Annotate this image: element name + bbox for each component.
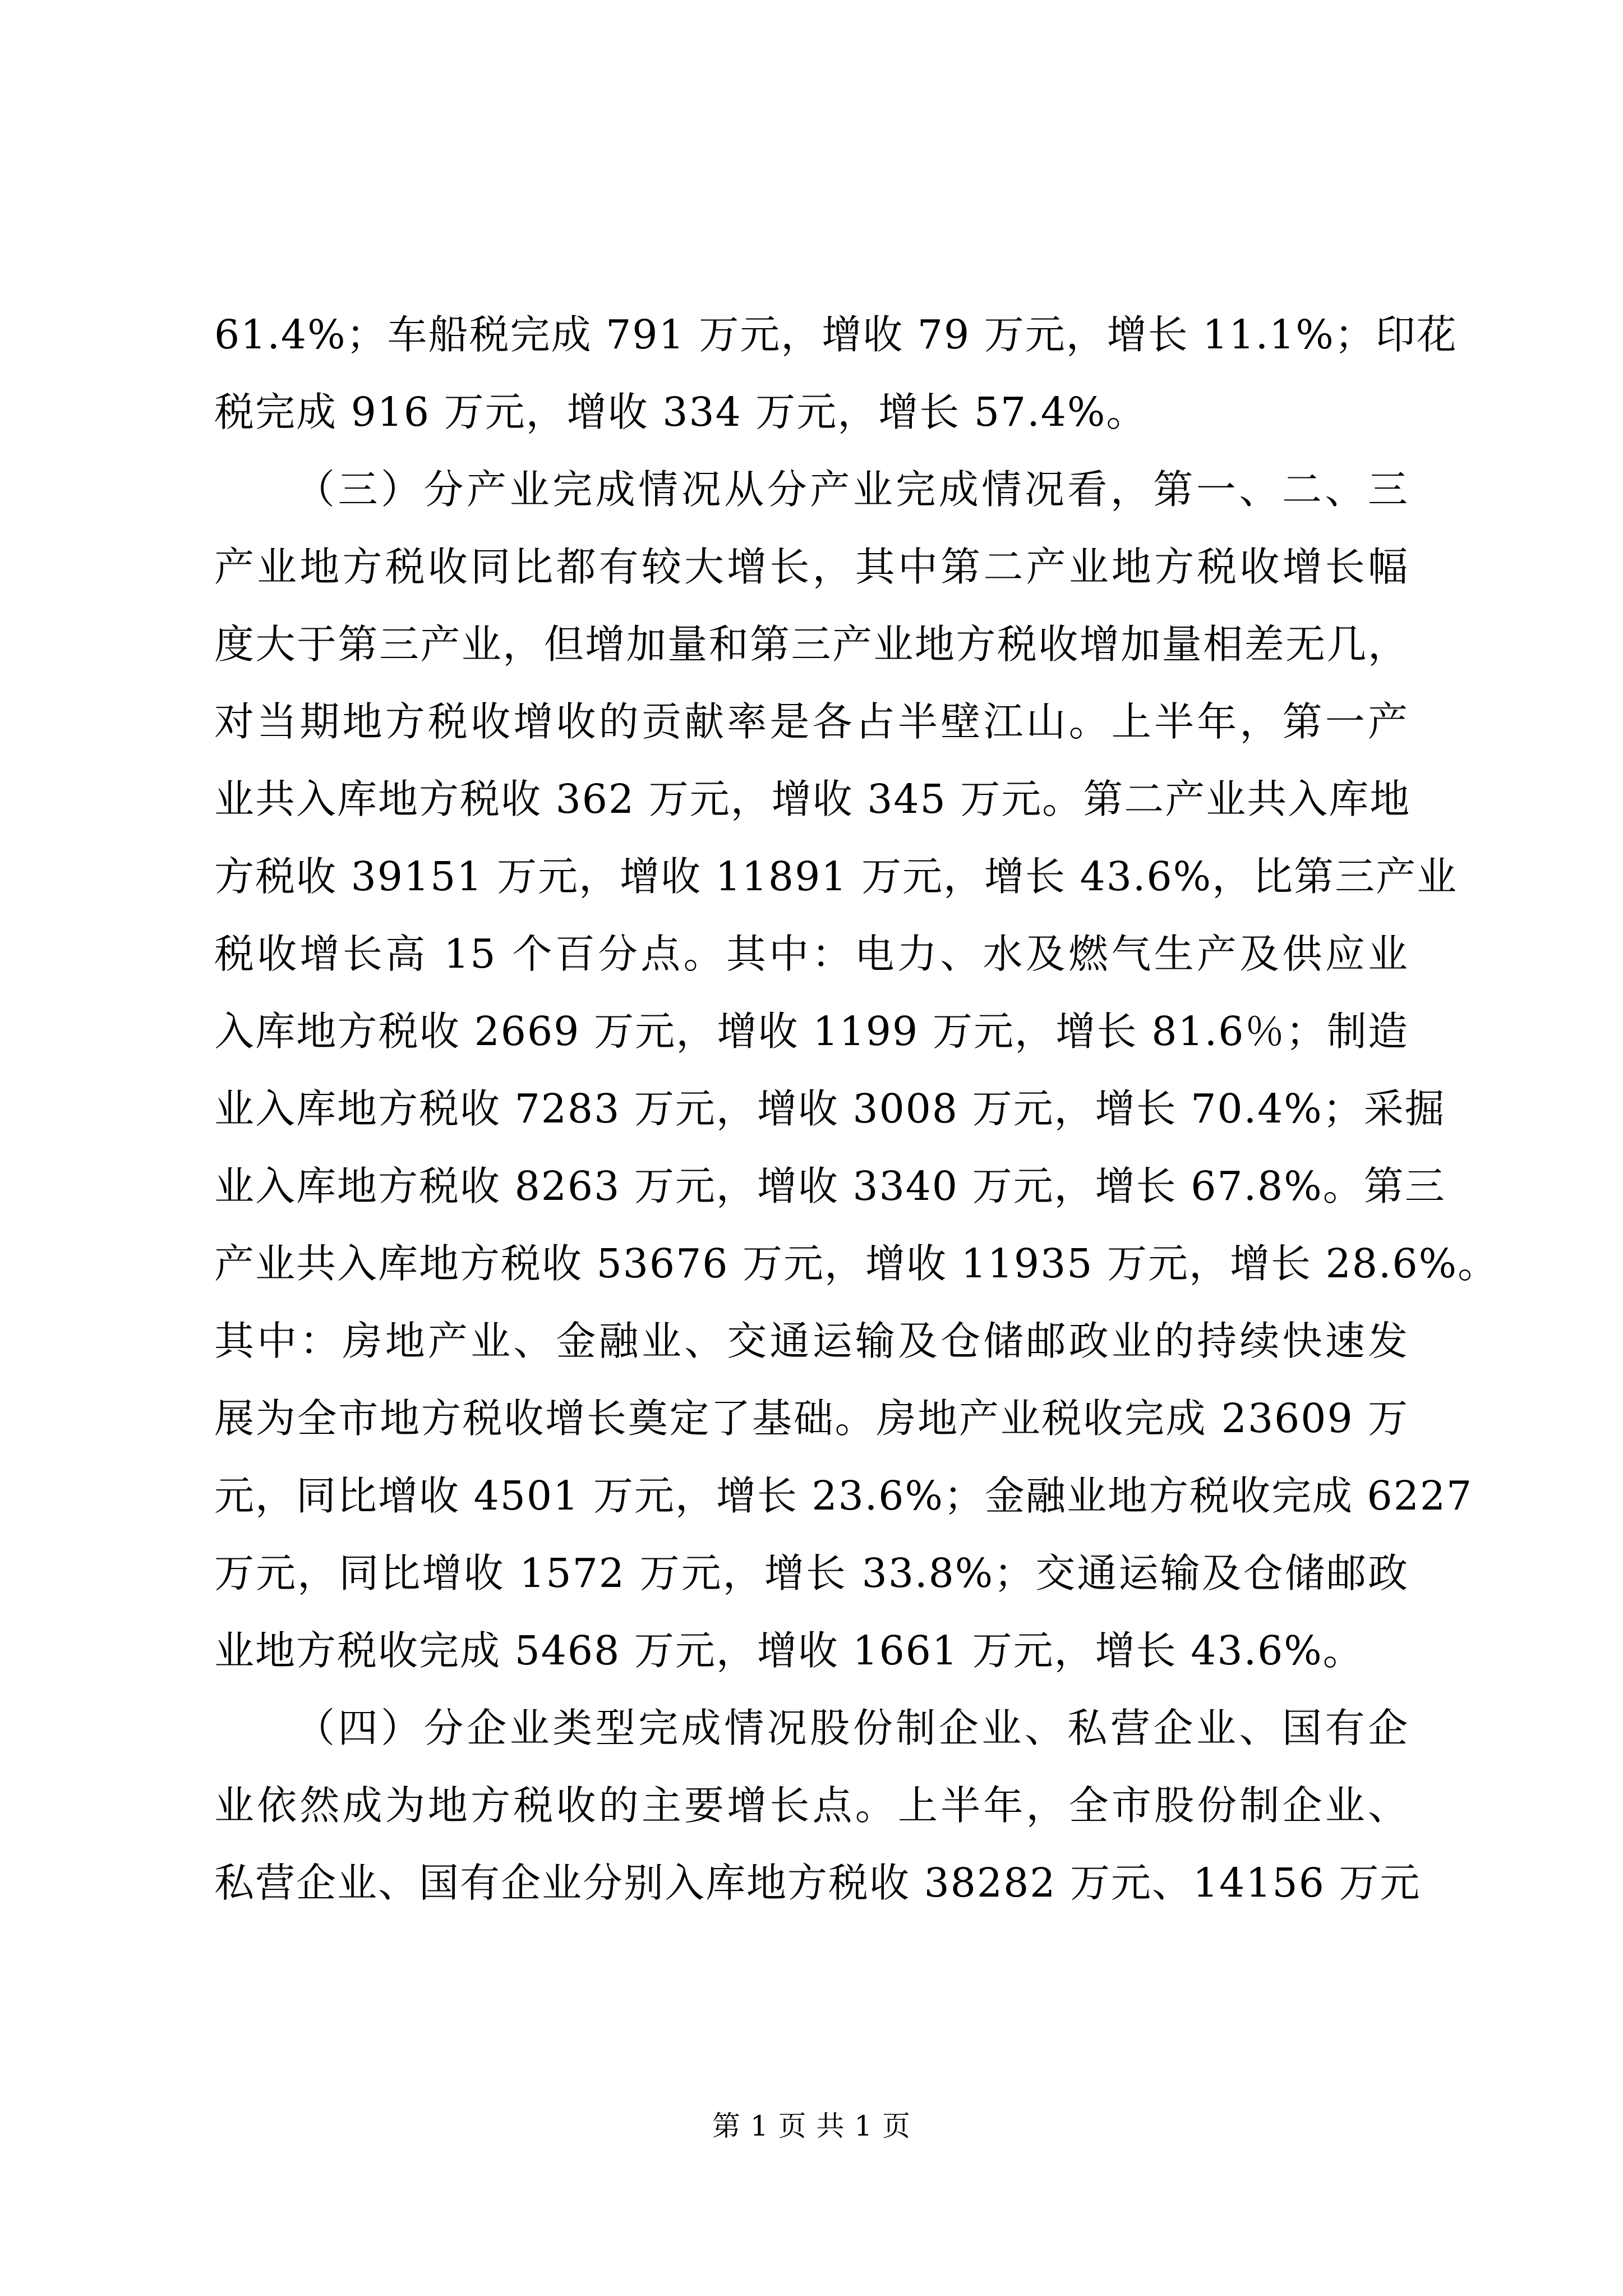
- text-line: 度大于第三产业，但增加量和第三产业地方税收增加量相差无几，: [214, 621, 1409, 668]
- text-line: 税收增长高 15 个百分点。其中：电力、水及燃气生产及供应业: [214, 931, 1409, 977]
- text-line: 方税收 39151 万元，增收 11891 万元，增长 43.6%，比第三产业: [214, 853, 1458, 900]
- text-line: 业共入库地方税收 362 万元，增收 345 万元。第二产业共入库地: [214, 776, 1411, 822]
- text-line: 元，同比增收 4501 万元，增长 23.6%；金融业地方税收完成 6227: [214, 1473, 1473, 1519]
- text-line: 业入库地方税收 7283 万元，增收 3008 万元，增长 70.4%；采掘: [214, 1085, 1446, 1132]
- text-line: 对当期地方税收增收的贡献率是各占半壁江山。上半年，第一产: [214, 698, 1409, 745]
- paragraph-start-line: （三）分产业完成情况从分产业完成情况看，第一、二、三: [295, 466, 1409, 513]
- text-line: 业依然成为地方税收的主要增长点。上半年，全市股份制企业、: [214, 1782, 1409, 1829]
- text-line: 业地方税收完成 5468 万元，增收 1661 万元，增长 43.6%。: [214, 1627, 1364, 1674]
- text-line: 入库地方税收 2669 万元，增收 1199 万元，增长 81.6％；制造: [214, 1008, 1409, 1055]
- text-line: 产业共入库地方税收 53676 万元，增收 11935 万元，增长 28.6%。: [214, 1240, 1499, 1287]
- text-line: 61.4%；车船税完成 791 万元，增收 79 万元，增长 11.1%；印花: [214, 311, 1458, 358]
- body-text: [214, 296, 1499, 1922]
- text-line: 税完成 916 万元，增收 334 万元，增长 57.4%。: [214, 389, 1147, 435]
- text-line: 其中：房地产业、金融业、交通运输及仓储邮政业的持续快速发: [214, 1318, 1409, 1364]
- text-line: 万元，同比增收 1572 万元，增长 33.8%；交通运输及仓储邮政: [214, 1550, 1409, 1596]
- page-footer: 第 1 页 共 1 页: [712, 2110, 911, 2142]
- text-line: 展为全市地方税收增长奠定了基础。房地产业税收完成 23609 万: [214, 1395, 1409, 1442]
- text-line: 产业地方税收同比都有较大增长，其中第二产业地方税收增长幅: [214, 544, 1409, 590]
- text-line: 业入库地方税收 8263 万元，增收 3340 万元，增长 67.8%。第三: [214, 1163, 1446, 1209]
- paragraph-start-line: （四）分企业类型完成情况股份制企业、私营企业、国有企: [295, 1705, 1409, 1751]
- text-line: 私营企业、国有企业分别入库地方税收 38282 万元、14156 万元: [214, 1860, 1421, 1906]
